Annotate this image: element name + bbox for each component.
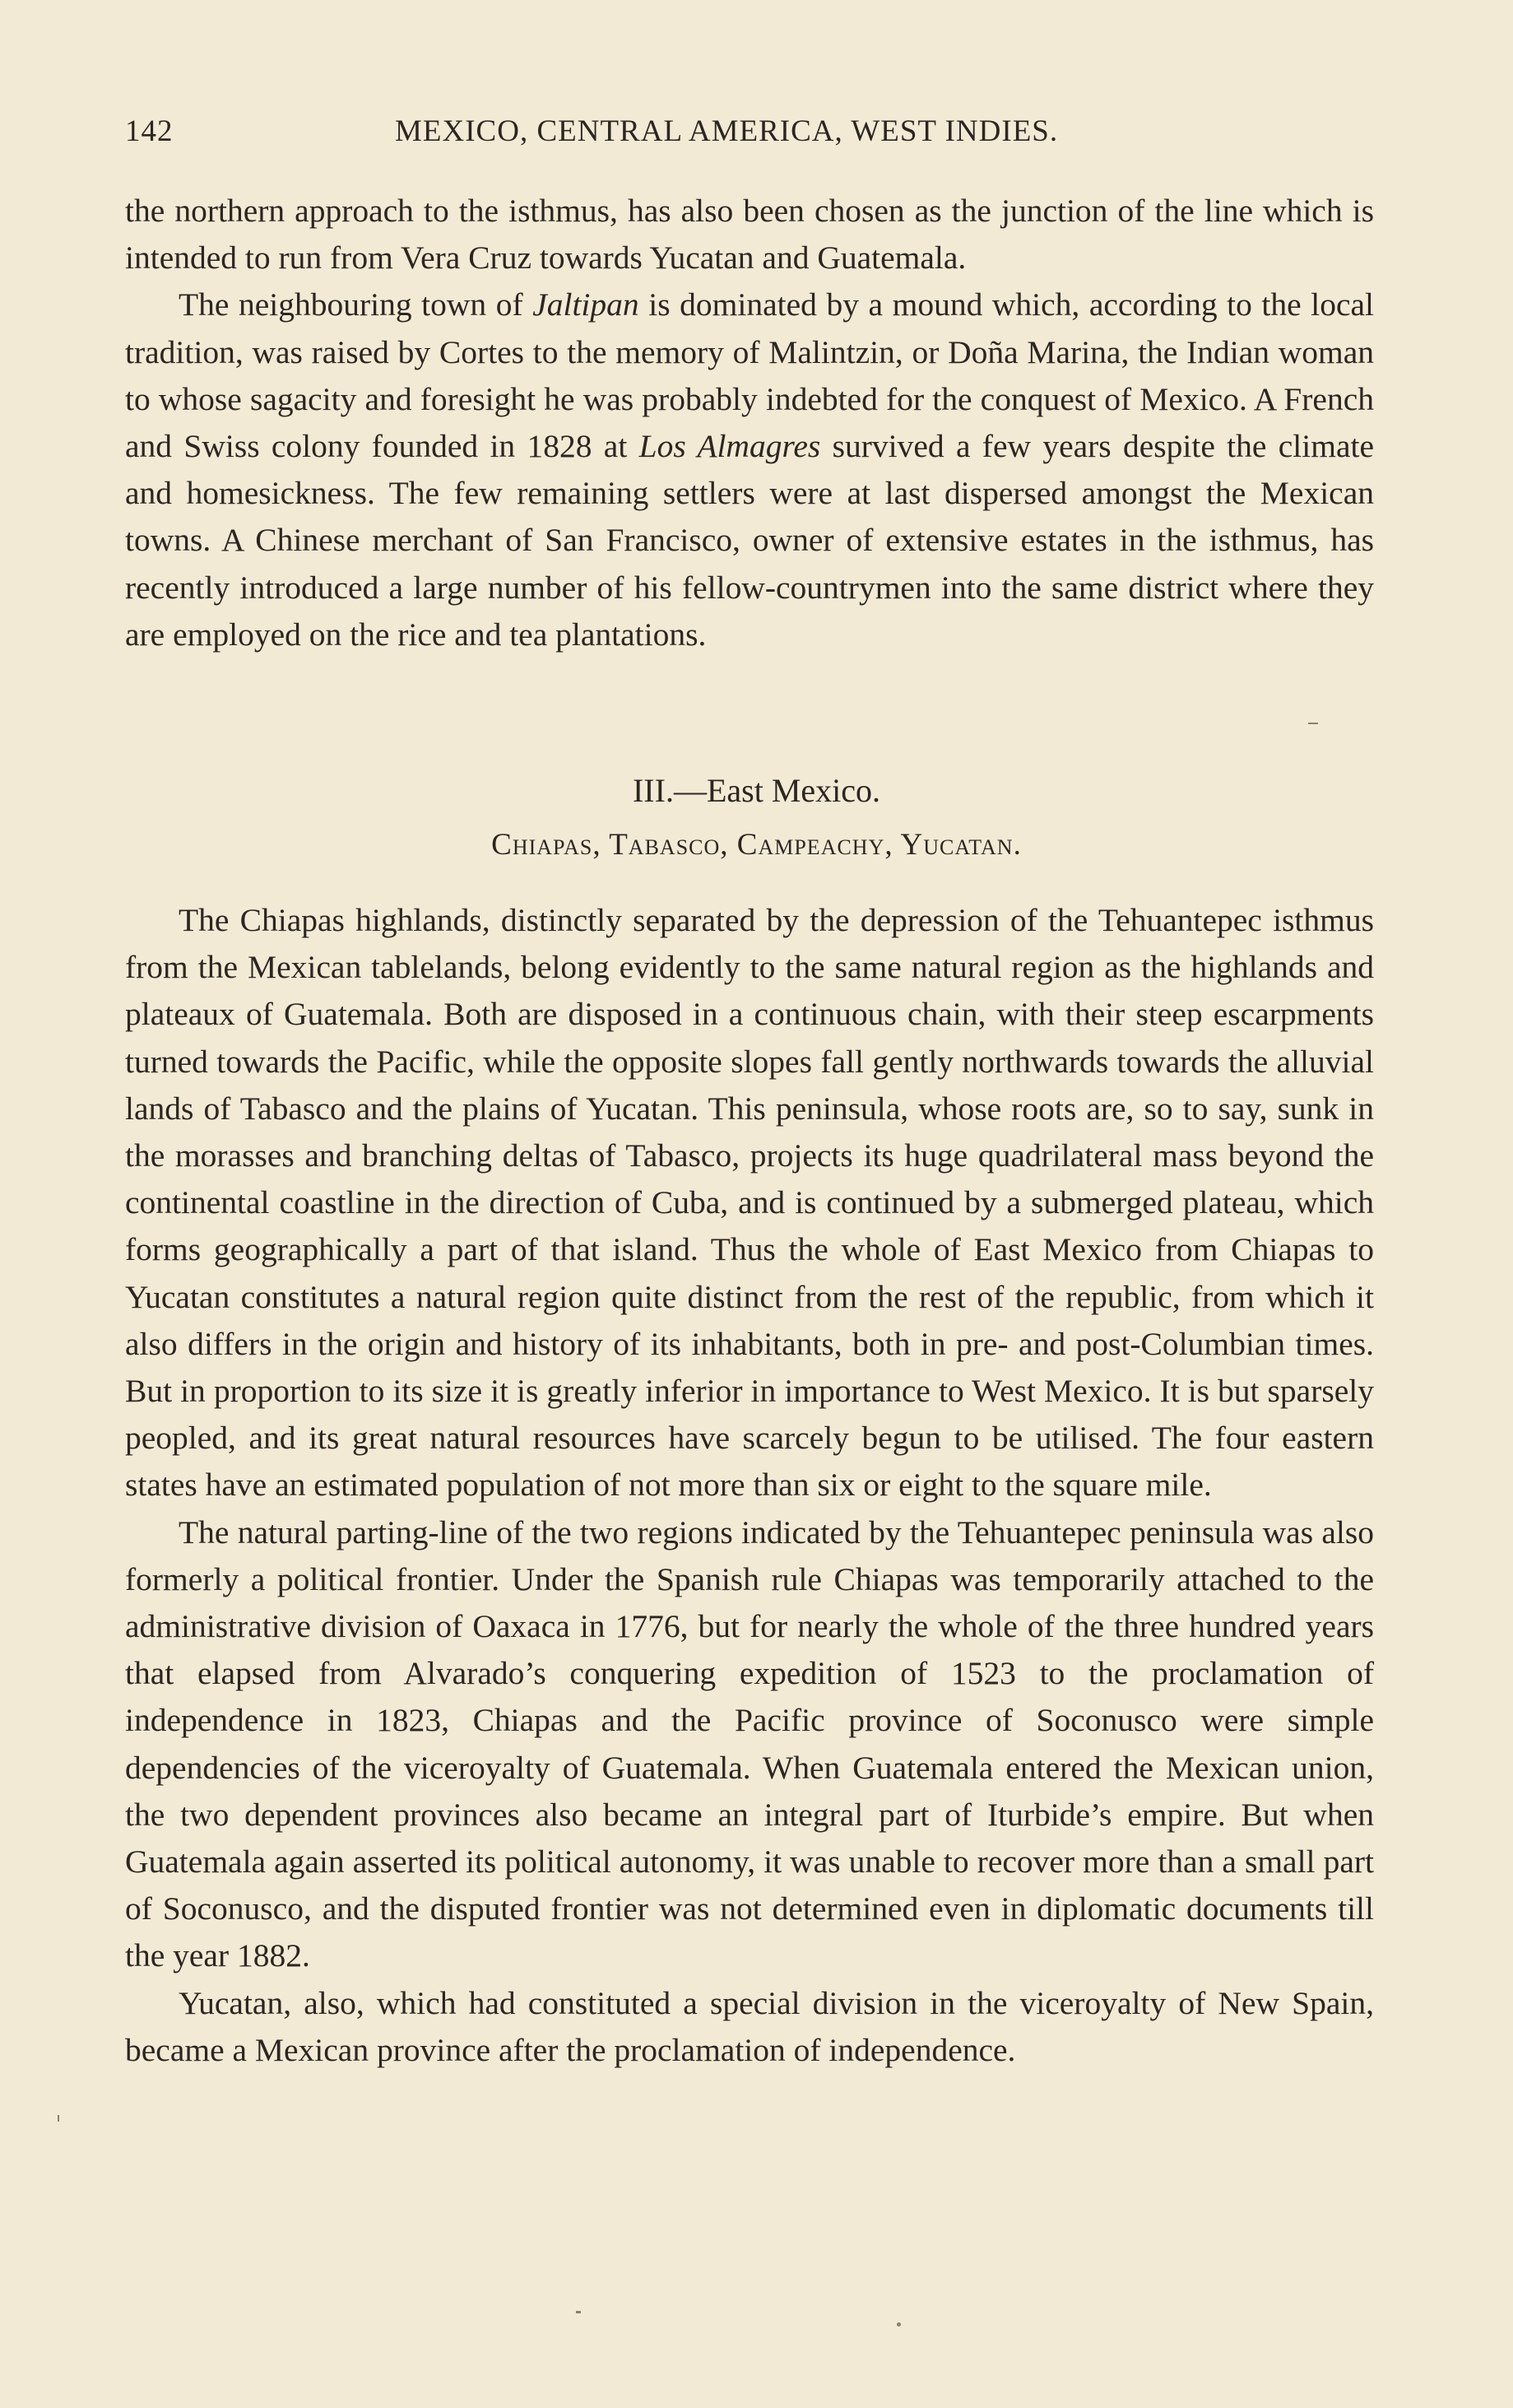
- paragraph-chiapas-highlands: The Chiapas highlands, distinctly separated by the depression of the Tehuantepec isthmus from the Mexican tablelands, belong evidently to the same natural region as the highlands and plateaux of Guatemala. Both are disposed in a continuous chain, with their steep escarpments turned towards the Pacific, while the opposite slopes fall gently northwards towards the alluvial lands of Tabasco and the plains of Yucatan. This peninsula, whose roots are, so to say, sunk in the morasses and branching deltas of Tabasco, projects its huge quadrilateral mass beyond the continental coastline in the direction of Cuba, and is continued by a submerged plateau, which forms geographically a part of that island. Thus the whole of East Mexico from Chiapas to Yucatan constitutes a natural region quite distinct from the rest of the republic, from which it also differs in the origin and history of its inhabitants, both in pre- and post-Columbian times. But in proportion to its size it is greatly inferior in importance to West Mexico. It is but sparsely peopled, and its great natural resources have scarcely begun to be utilised. The four eastern states have an estimated population of not more than six or eight to the square mile.: [125, 902, 1374, 1504]
- page-header: [125, 114, 1376, 163]
- paragraph-text: The neighbouring town of: [179, 286, 533, 323]
- paper-speck: [58, 2115, 59, 2122]
- section-subheading: Chiapas, Tabasco, Campeachy, Yucatan.: [491, 828, 1022, 862]
- section-heading: III.—East Mexico.: [632, 772, 880, 809]
- text-block-bottom: [125, 897, 1374, 2074]
- place-name-los-almagres: Los Almagres: [638, 428, 821, 465]
- place-name-jaltipan: Jaltipan: [532, 286, 639, 323]
- paragraph-text: is dominated by a mound which, according to the local tradition, was raised by Cortes to the memory of Malintzin, or Doña Marina, the Indian woman to whose sagacity and foresight he was probably indebted for the conquest of Mexico. A French and Swiss colony founded in 1828 at: [125, 286, 1374, 465]
- paragraph-text: survived a few years despite the climate and homesickness. The few remaining settlers were at last dispersed amongst the Mexican towns. A Chinese merchant of San Francisco, owner of extensive estates in the isthmus, has recently introduced a large number of his fellow-countrymen into the same district where they are employed on the rice and tea plantations.: [125, 428, 1374, 653]
- paragraph-jaltipan: [125, 281, 1374, 658]
- text-block-top: [125, 188, 1374, 658]
- paragraph-continued: the northern approach to the isthmus, has also been chosen as the junction of the line which is intended to run from Vera Cruz towards Yucatan and Guatemala.: [125, 193, 1374, 277]
- paragraph-political-frontier: The natural parting-line of the two regions indicated by the Tehuantepec peninsula was also formerly a political frontier. Under the Spanish rule Chiapas was temporarily attached to the administrative division of Oaxaca in 1776, but for nearly the whole of the three hundred years that elapsed from Alvarado’s conquering expedition of 1523 to the proclamation of independence in 1823, Chiapas and the Pacific province of Soconusco were simple dependencies of the viceroyalty of Guatemala. When Guatemala entered the Mexican union, the two dependent provinces also became an integral part of Iturbide’s empire. But when Guatemala again asserted its political autonomy, it was unable to recover more than a small part of Soconusco, and the disputed frontier was not determined even in diplomatic documents till the year 1882.: [125, 1513, 1374, 1974]
- running-title: MEXICO, CENTRAL AMERICA, WEST INDIES.: [395, 114, 1059, 148]
- paper-speck: [897, 2322, 901, 2327]
- paper-speck: [576, 2311, 581, 2313]
- paper-speck: [1308, 723, 1318, 724]
- paragraph-yucatan: Yucatan, also, which had constituted a special division in the viceroyalty of New Spain, became a Mexican province after the proclamation of independence.: [125, 1984, 1374, 2068]
- page-number: 142: [125, 114, 174, 148]
